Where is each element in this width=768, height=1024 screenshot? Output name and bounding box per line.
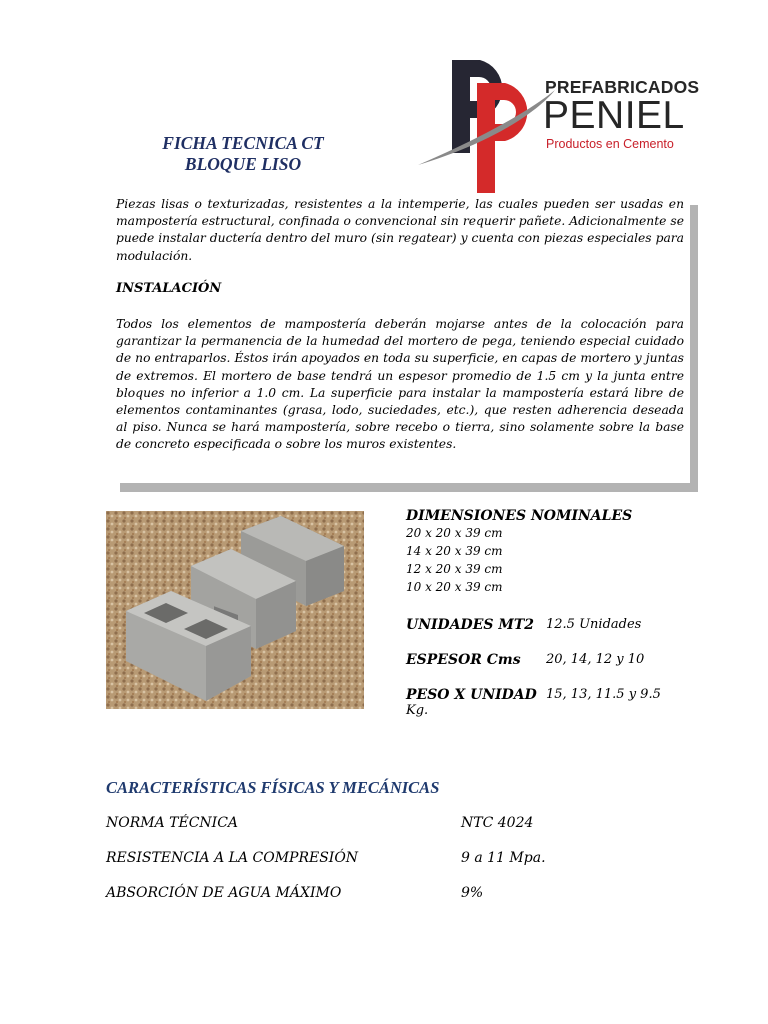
characteristic-value: 9 a 11 Mpa. <box>461 850 546 866</box>
thickness-row <box>406 652 645 668</box>
dimension-item: 14 x 20 x 39 cm <box>406 544 503 558</box>
weight-unit: Kg. <box>406 703 429 718</box>
weight-row <box>406 687 661 718</box>
weight-value: 15, 13, 11.5 y 9.5 <box>546 687 661 702</box>
dimensions-list <box>406 524 736 596</box>
units-value: 12.5 Unidades <box>546 617 642 632</box>
characteristic-label: RESISTENCIA A LA COMPRESIÓN <box>106 850 359 866</box>
characteristic-row <box>106 885 484 901</box>
characteristic-row <box>106 850 546 866</box>
dimension-item: 10 x 20 x 39 cm <box>406 580 503 594</box>
thickness-value: 20, 14, 12 y 10 <box>546 652 645 667</box>
characteristic-row <box>106 815 534 831</box>
dimension-item: 20 x 20 x 39 cm <box>406 526 503 540</box>
title-line-2: BLOQUE LISO <box>184 154 302 174</box>
units-row <box>406 617 642 633</box>
characteristics-heading: CARACTERÍSTICAS FÍSICAS Y MECÁNICAS <box>106 778 440 797</box>
installation-heading: INSTALACIÓN <box>116 281 222 296</box>
characteristic-value: NTC 4024 <box>461 815 534 831</box>
concrete-blocks-photo <box>106 511 364 709</box>
installation-paragraph: Todos los elementos de mampostería deberán mojarse antes de la colocación para garantizar la permanencia de la humedad del mortero de pega, teniendo especial cuidado de no entraparlos. Éstos irán apoyados en toda su superficie, en capas de mortero y juntas de extremos. El mortero de base tendrá un espesor promedio de 1.5 cm y la junta entre bloques no inferior a 1.0 cm. La superficie para instalar la mampostería estará libre de elementos contaminantes (grasa, lodo, suciedades, etc.), que resten adherencia deseada al piso. Nunca se hará mampostería, sobre recebo o tierra, sino solamente sobre la base de concreto especificada o sobre los muros existentes. <box>116 317 684 452</box>
characteristic-label: NORMA TÉCNICA <box>106 815 239 831</box>
characteristic-value: 9% <box>461 885 484 901</box>
intro-paragraph: Piezas lisas o texturizadas, resistentes a la intemperie, las cuales pueden ser usadas en mampostería estructural, confinada o convencional sin requerir pañete. Adicionalmente se puede instalar ductería dentro del muro (sin regatear) y cuenta con piezas especiales para modulación. <box>116 197 684 263</box>
units-label: UNIDADES MT2 <box>406 617 535 633</box>
description-box <box>110 193 690 483</box>
document-title <box>118 133 368 175</box>
characteristic-label: ABSORCIÓN DE AGUA MÁXIMO <box>106 885 342 901</box>
specs-panel <box>406 508 736 718</box>
brand-name: PREFABRICADOS <box>545 77 700 97</box>
thickness-label: ESPESOR Cms <box>406 652 521 668</box>
dimension-item: 12 x 20 x 39 cm <box>406 562 503 576</box>
brand-tagline: Productos en Cemento <box>546 137 674 151</box>
weight-label: PESO X UNIDAD <box>406 687 537 703</box>
dimensions-heading: DIMENSIONES NOMINALES <box>406 508 633 524</box>
title-line-1: FICHA TECNICA CT <box>162 133 324 153</box>
brand-main: PENIEL <box>543 94 685 137</box>
